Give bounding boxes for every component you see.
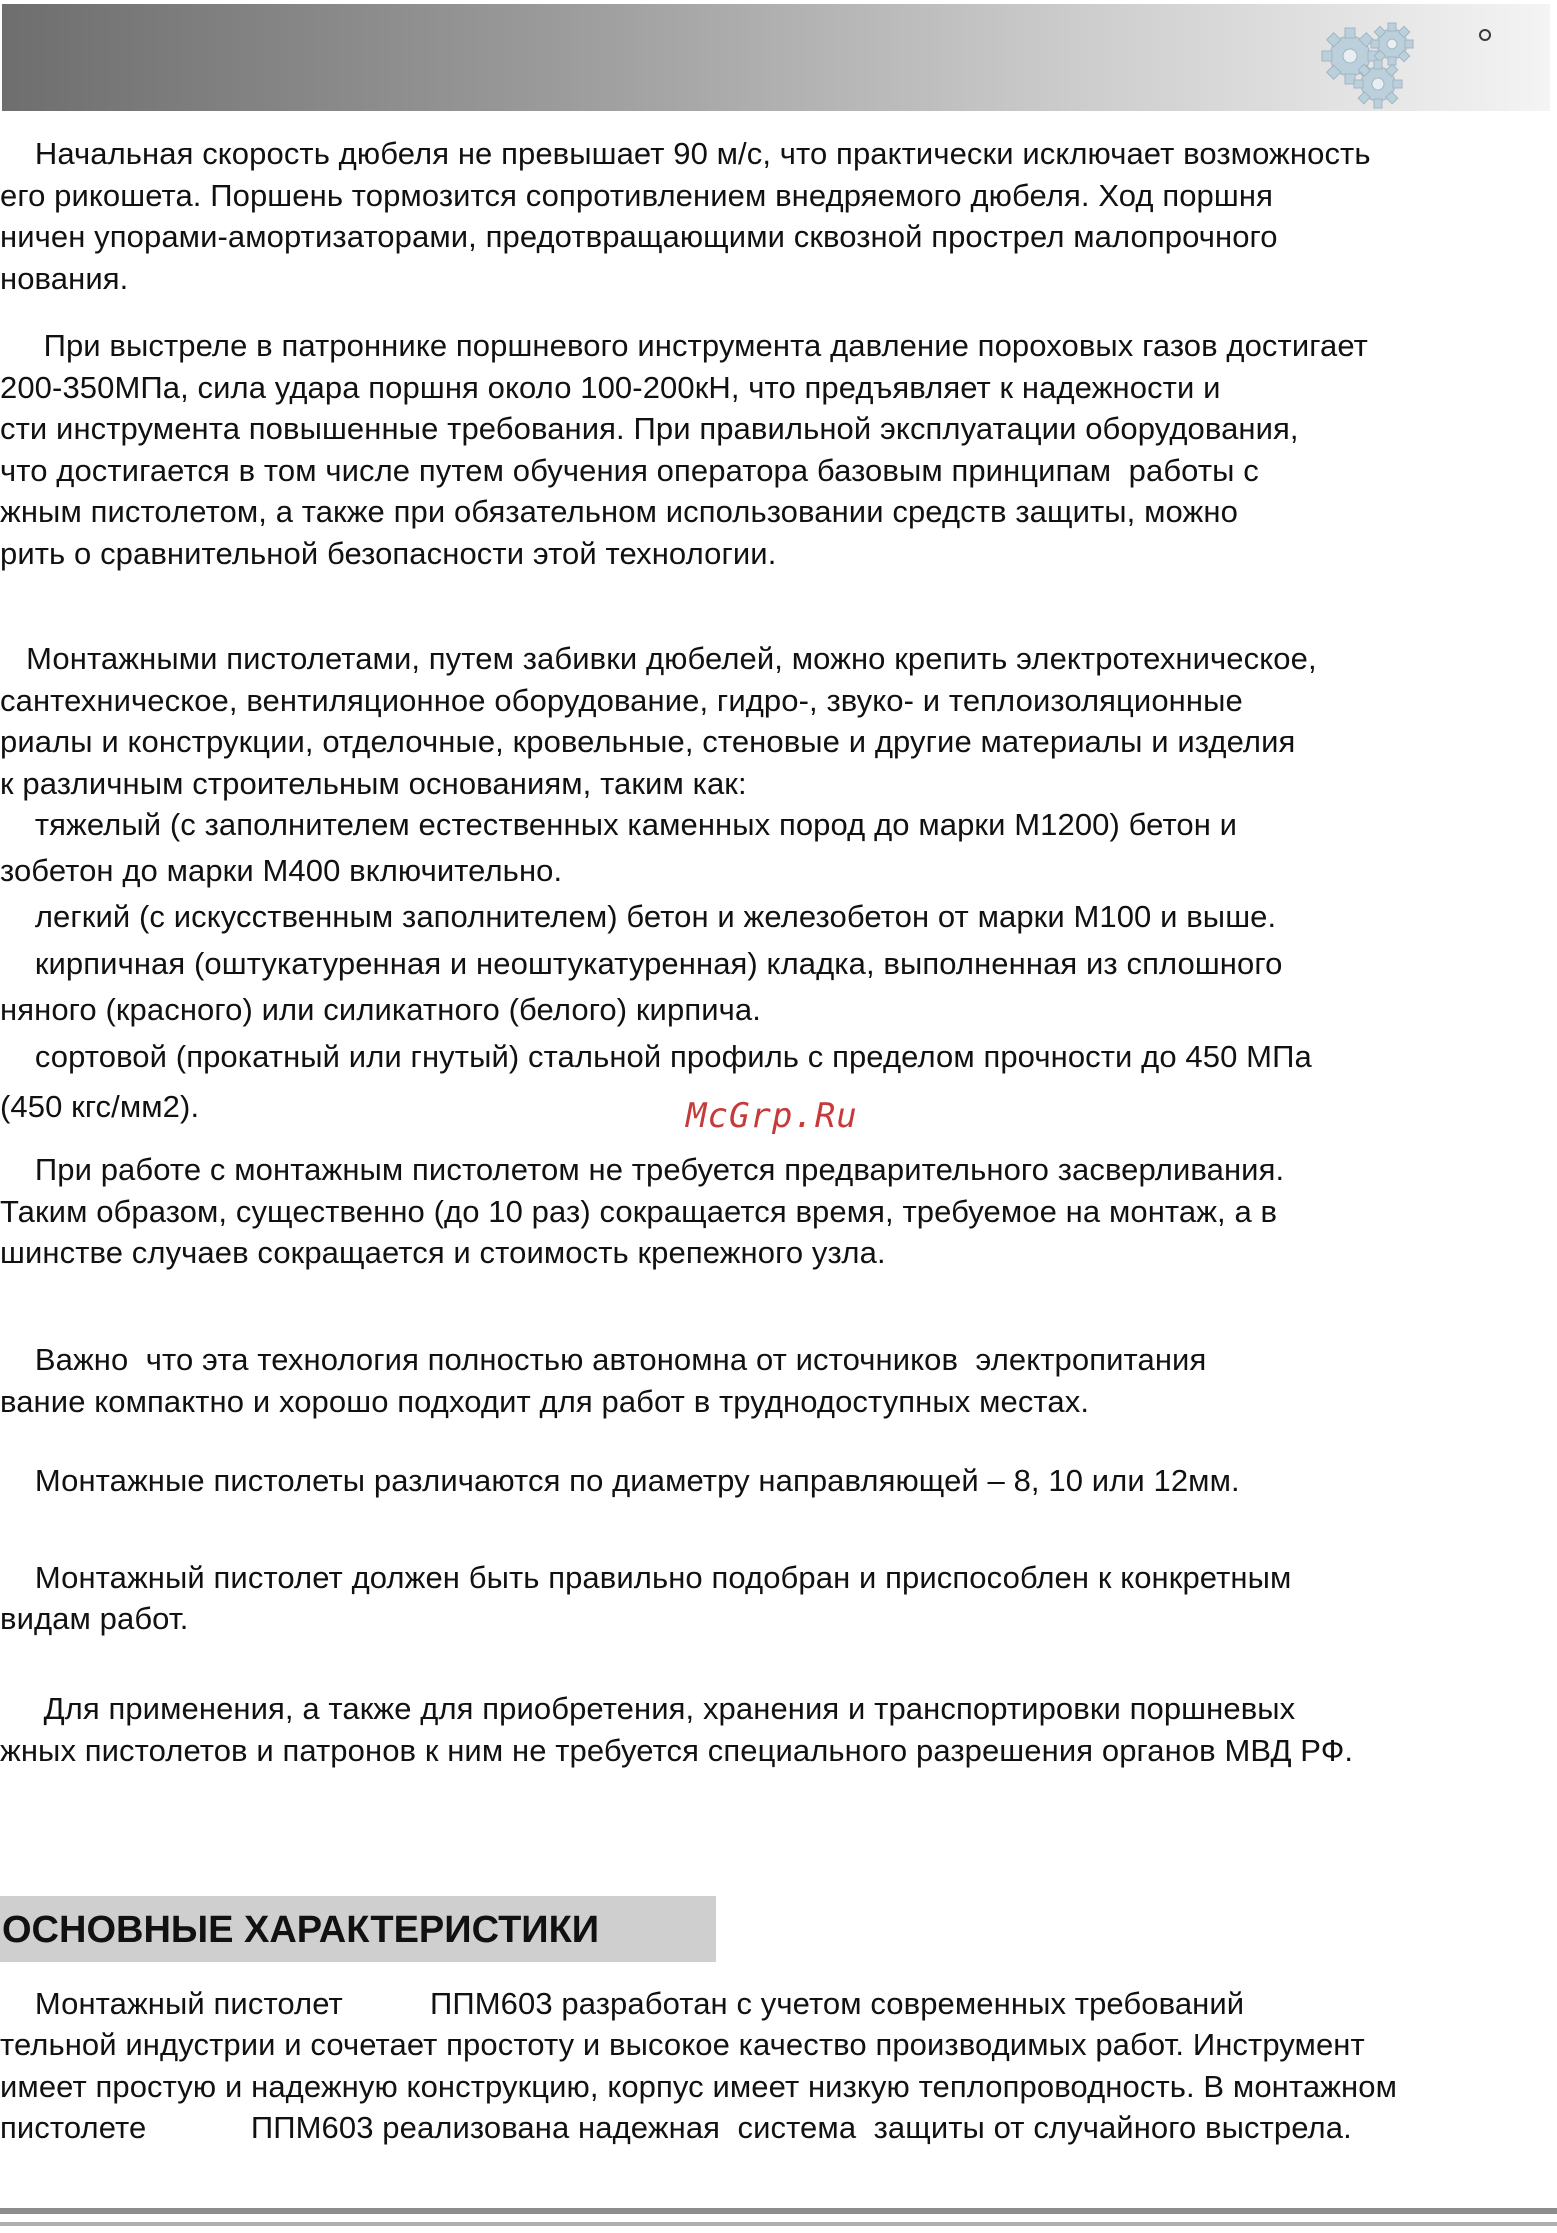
body-line: легкий (с искусственным заполнителем) бетон и железобетон от марки М100 и выше. <box>0 899 1277 934</box>
footer-rule <box>0 2208 1557 2214</box>
body-line: няного (красного) или силикатного (белого) кирпича. <box>0 992 761 1027</box>
body-line: риалы и конструкции, отделочные, кровельные, стеновые и другие материалы и изделия <box>0 724 1296 759</box>
body-line: сти инструмента повышенные требования. При правильной эксплуатации оборудования, <box>0 411 1299 446</box>
body-line: шинстве случаев сокращается и стоимость крепежного узла. <box>0 1235 886 1270</box>
body-line: нования. <box>0 261 129 296</box>
body-line: Важно что эта технология полностью автономна от источников электропитания <box>0 1342 1207 1377</box>
body-line: имеет простую и надежную конструкцию, корпус имеет низкую теплопроводность. В монтажном <box>0 2069 1397 2104</box>
body-line: Монтажными пистолетами, путем забивки дюбелей, можно крепить электротехническое, <box>0 641 1317 676</box>
body-line: 200-350МПа, сила удара поршня около 100-200кН, что предъявляет к надежности и <box>0 370 1221 405</box>
body-line: кирпичная (оштукатуренная и неоштукатуренная) кладка, выполненная из сплошного <box>0 946 1283 981</box>
body-line: При работе с монтажным пистолетом не требуется предварительного засверливания. <box>0 1152 1285 1187</box>
gears-icon <box>1310 14 1430 114</box>
body-line: что достигается в том числе путем обучения оператора базовым принципам работы с <box>0 453 1259 488</box>
body-line: Таким образом, существенно (до 10 раз) сокращается время, требуемое на монтаж, а в <box>0 1194 1278 1229</box>
body-line: Начальная скорость дюбеля не превышает 90 м/с, что практически исключает возможность <box>0 136 1371 171</box>
body-line: рить о сравнительной безопасности этой технологии. <box>0 536 777 571</box>
body-line: жным пистолетом, а также при обязательном использовании средств защиты, можно <box>0 494 1238 529</box>
body-line: пистолете ППМ603 реализована надежная система защиты от случайного выстрела. <box>0 2110 1352 2145</box>
section-heading: ОСНОВНЫЕ ХАРАКТЕРИСТИКИ <box>2 1909 600 1951</box>
body-line: к различным строительным основаниям, таким как: <box>0 766 747 801</box>
body-line: При выстреле в патроннике поршневого инструмента давление пороховых газов достигает <box>0 328 1368 363</box>
body-line: Монтажный пистолет должен быть правильно подобран и приспособлен к конкретным <box>0 1560 1292 1595</box>
body-line: ничен упорами-амортизаторами, предотвращающими сквозной прострел малопрочного <box>0 219 1278 254</box>
footer-rule <box>0 2222 1557 2226</box>
body-line: зобетон до марки М400 включительно. <box>0 853 563 888</box>
header-band <box>2 4 1550 114</box>
circle-icon <box>1478 28 1492 42</box>
body-line: (450 кгс/мм2). <box>0 1089 200 1124</box>
body-line: Монтажный пистолет ППМ603 разработан с учетом современных требований <box>0 1986 1245 2021</box>
body-line: тельной индустрии и сочетает простоту и высокое качество производимых работ. Инструмент <box>0 2027 1365 2062</box>
body-line: видам работ. <box>0 1601 189 1636</box>
body-line: тяжелый (с заполнителем естественных каменных пород до марки М1200) бетон и <box>0 807 1238 842</box>
body-line: вание компактно и хорошо подходит для работ в труднодоступных местах. <box>0 1384 1090 1419</box>
watermark: McGrp.Ru <box>686 1096 858 1136</box>
body-line: сортовой (прокатный или гнутый) стальной профиль с пределом прочности до 450 МПа <box>0 1039 1312 1074</box>
body-line: жных пистолетов и патронов к ним не требуется специального разрешения органов МВД РФ. <box>0 1733 1354 1768</box>
body-line: его рикошета. Поршень тормозится сопротивлением внедряемого дюбеля. Ход поршня <box>0 178 1273 213</box>
body-line: Монтажные пистолеты различаются по диаметру направляющей – 8, 10 или 12мм. <box>0 1463 1240 1498</box>
body-line: Для применения, а также для приобретения, хранения и транспортировки поршневых <box>0 1691 1296 1726</box>
body-line: сантехническое, вентиляционное оборудование, гидро-, звуко- и теплоизоляционные <box>0 683 1243 718</box>
